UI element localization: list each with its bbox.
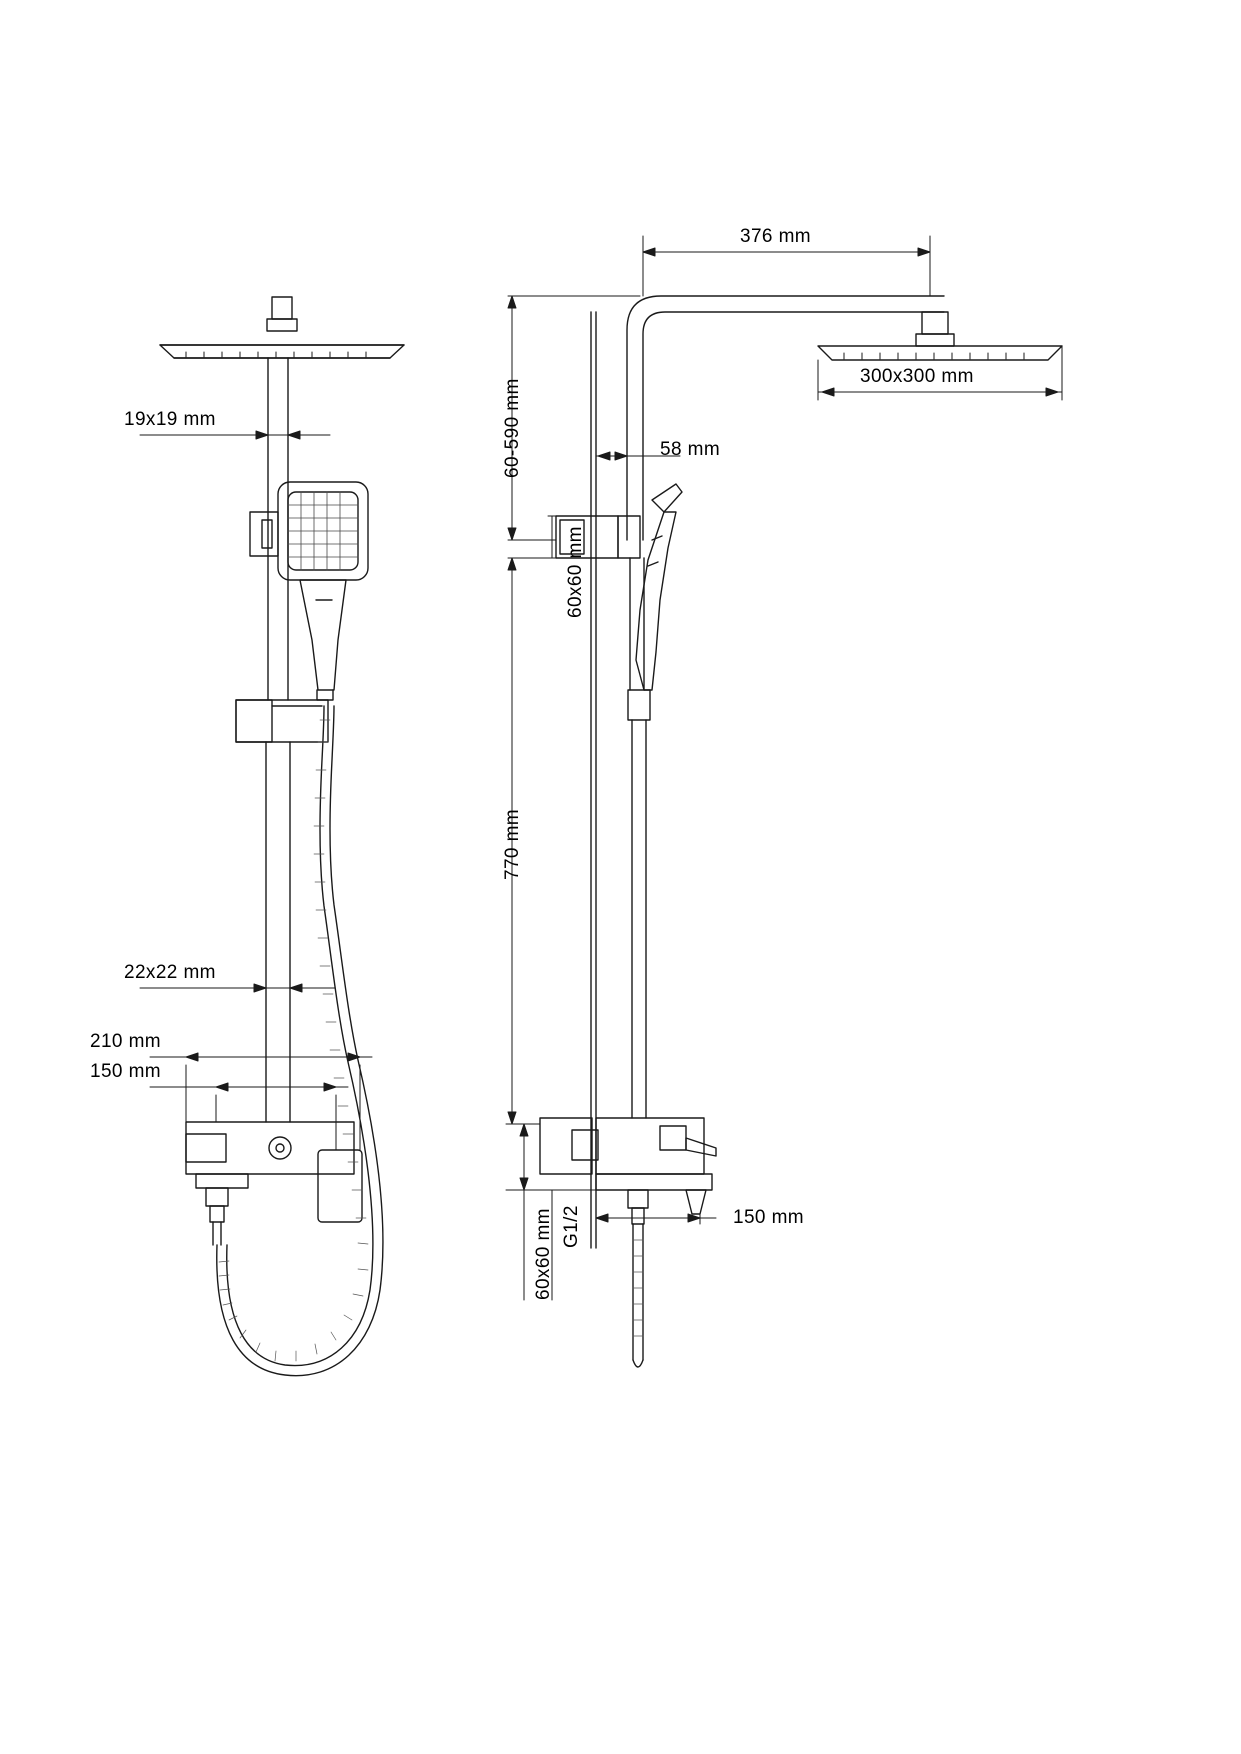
dim-label-inlet-thread: G1/2: [561, 1205, 582, 1248]
dim-label-wall-offset: 58 mm: [660, 439, 721, 460]
dim-label-head-size: 300x300 mm: [860, 366, 974, 387]
dim-label-riser-height: 770 mm: [502, 808, 523, 880]
dim-label-riser-rail: 22x22 mm: [124, 962, 216, 983]
dim-label-slider-bracket: 60x60 mm: [565, 526, 586, 618]
dim-label-mixer-centers: 150 mm: [90, 1061, 162, 1082]
dim-label-mixer-body: 60x60 mm: [533, 1208, 554, 1300]
side-view-dimensions: [506, 236, 1062, 1300]
front-view-dimensions: [140, 358, 372, 1150]
dim-label-rain-head-arm: 19x19 mm: [124, 409, 216, 430]
dim-label-slider-adjust: 60-590 mm: [502, 378, 523, 478]
dim-label-arm-projection: 376 mm: [740, 226, 812, 247]
front-view-geometry: [160, 297, 404, 1376]
dim-label-spout-projection: 150 mm: [733, 1207, 805, 1228]
dim-label-mixer-width: 210 mm: [90, 1031, 162, 1052]
